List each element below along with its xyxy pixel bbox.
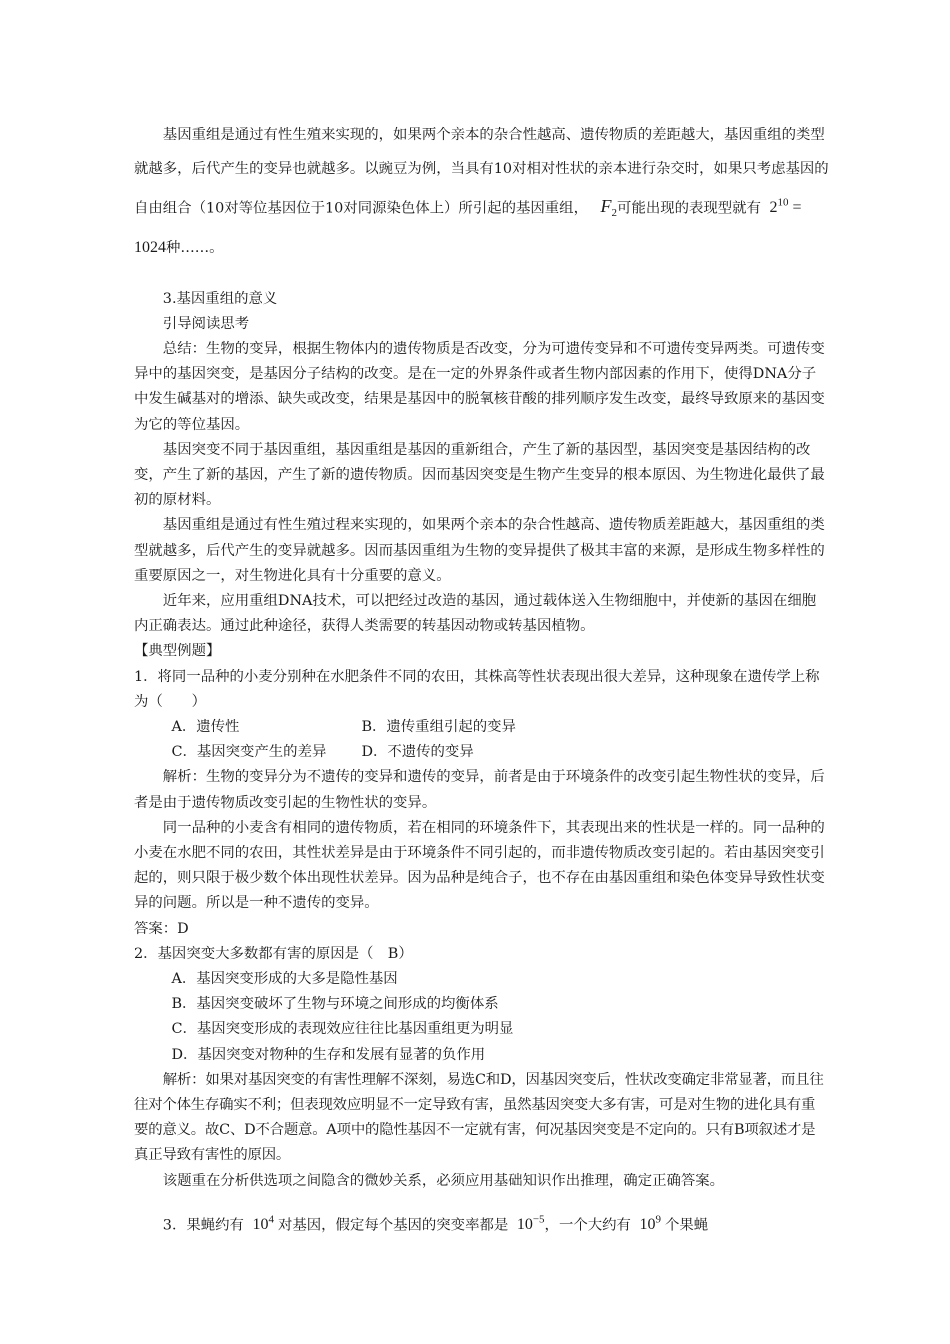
examples-heading: 【典型例题】 [134, 643, 221, 660]
question-1-analysis-2: 同一品种的小麦含有相同的遗传物质，若在相同的环境条件下，其表现出来的性状是一样的。同一品种的小麦在水肥不同的农田，其性状差异是由于环境条件不同引起的，而非遗传物质改变引起的。若由基因突变引起的，则只限于极少数个体出现性状差异。因为品种是纯合子，也不存在由基因重组和染色体变异导致性状变异的问题。所以是一种不遗传的变异。 [134, 819, 825, 912]
spacer [134, 265, 829, 287]
question-1-options-row-1 [134, 715, 829, 740]
formula-base: 10 [252, 1216, 269, 1234]
formula-base: 10 [639, 1216, 656, 1234]
formula-10-pow-4 [248, 1213, 278, 1234]
section-subtitle: 引导阅读思考 [162, 315, 250, 332]
question-1-option-b: B．遗传重组引起的变异 [361, 718, 516, 735]
question-2-option-d: D．基因突变对物种的生存和发展有显著的负作用 [171, 1046, 486, 1063]
intro-text: 基因重组是通过有性生殖来实现的，如果两个亲本的杂合性越高、遗传物质的差距越大，基因重组的类型就越多，后代产生的变异也就越多。以豌豆为例，当具有10对相对性状的亲本进行杂交时，如果只考虑基因的自由组合（10对等位基因位于10对同源染色体上）所引起的基因重组， [134, 127, 829, 217]
question-2-option-b: B．基因突变破坏了生物与环境之间形成的均衡体系 [171, 996, 499, 1013]
section-title: 3.基因重组的意义 [162, 290, 278, 307]
summary-paragraph-1: 总结：生物的变异，根据生物体内的遗传物质是否改变，分为可遗传变异和不可遗传变异两类。可遗传变异中的基因突变，是基因分子结构的改变。是在一定的外界条件或者生物内部因素的作用下，使得DNA分子中发生碱基对的增添、缺失或改变，结果是基因中的脱氧核苷酸的排列顺序发生改变，最终导致原来的基因变为它的等位基因。 [134, 340, 825, 433]
formula-exponent: 4 [268, 1213, 274, 1226]
question-3-mid-1: 对基因，假定每个基因的突变率都是 [277, 1217, 509, 1234]
formula-exponent: −5 [532, 1213, 545, 1226]
summary-paragraph-3: 基因重组是通过有性生殖过程来实现的，如果两个亲本的杂合性越高、遗传物质差距越大，基因重组的类型就越多，后代产生的变异就越多。因而基因重组为生物的变异提供了极其丰富的来源，是形成生物多样性的重要原因之一，对生物进化具有十分重要的意义。 [134, 517, 825, 584]
question-1-option-d: D．不遗传的变异 [361, 744, 474, 761]
question-3-end: 个果蝇 [664, 1217, 709, 1234]
intro-end-text: 种……。 [166, 239, 224, 256]
intro-paragraph [134, 118, 829, 265]
formula-base: 2 [769, 199, 778, 217]
question-3-mid-2: ，一个大约有 [544, 1217, 631, 1234]
question-3-prefix: 3．果蝇约有 [162, 1217, 244, 1234]
question-1-option-a: A．遗传性 [171, 718, 240, 735]
document-body [134, 118, 829, 1241]
question-2-option-c: C．基因突变形成的表现效应往往比基因重组更为明显 [171, 1021, 514, 1038]
question-3-stem [134, 1204, 829, 1241]
question-2-stem: 2．基因突变大多数都有害的原因是（ B） [134, 945, 413, 962]
formula-base: 10 [516, 1216, 533, 1234]
formula-10-pow-9 [635, 1213, 665, 1234]
question-1-stem: 1．将同一品种的小麦分别种在水肥条件不同的农田，其株高等性状表现出很大差异，这种现象在遗传学上称为（ ） [134, 668, 820, 710]
question-1-options-row-2 [134, 740, 829, 765]
summary-paragraph-4: 近年来，应用重组DNA技术，可以把经过改造的基因，通过载体送入生物细胞中，并使新的基因在细胞内正确表达。通过此种途径，获得人类需要的转基因动物或转基因植物。 [134, 592, 817, 635]
formula-f2 [593, 196, 618, 220]
formula-exponent: 9 [655, 1213, 661, 1226]
summary-paragraph-2: 基因突变不同于基因重组，基因重组是基因的重新组合，产生了新的基因型，基因突变是基因结构的改变，产生了新的基因，产生了新的遗传物质。因而基因突变是生物产生变异的根本原因、为生物进化最供了最初的原材料。 [134, 441, 825, 509]
intro-mid-text: 可能出现的表现型就有 [617, 200, 761, 217]
question-1-answer: 答案：D [134, 920, 189, 937]
formula-exponent: 10 [777, 197, 789, 209]
question-1-analysis-1: 解析：生物的变异分为不遗传的变异和遗传的变异，前者是由于环境条件的改变引起生物性状的变异，后者是由于遗传物质改变引起的生物性状的变异。 [134, 769, 825, 811]
question-2-analysis-1: 解析：如果对基因突变的有害性理解不深刻，易选C和D，因基因突变后，性状改变确定非常显著，而且往往对个体生存确实不利；但表现效应明显不一定导致有害，虽然基因突变大多有害，可是对生物的进化具有重要的意义。故C、D不合题意。A项中的隐性基因不一定就有害，何况基因突变是不定向的。只有B项叙述才是真正导致有害性的原因。 [134, 1071, 824, 1164]
formula-equals: = 1024 [134, 199, 802, 256]
question-2-option-a: A．基因突变形成的大多是隐性基因 [171, 971, 398, 987]
spacer [134, 1194, 829, 1204]
formula-f-subscript: 2 [611, 207, 618, 220]
question-2-analysis-2: 该题重在分析供选项之间隐含的微妙关系，必须应用基础知识作出推理，确定正确答案。 [162, 1172, 725, 1189]
formula-10-pow-minus-5 [513, 1213, 545, 1234]
formula-f-letter: F [600, 196, 612, 217]
question-1-option-c: C．基因突变产生的差异 [171, 744, 327, 761]
